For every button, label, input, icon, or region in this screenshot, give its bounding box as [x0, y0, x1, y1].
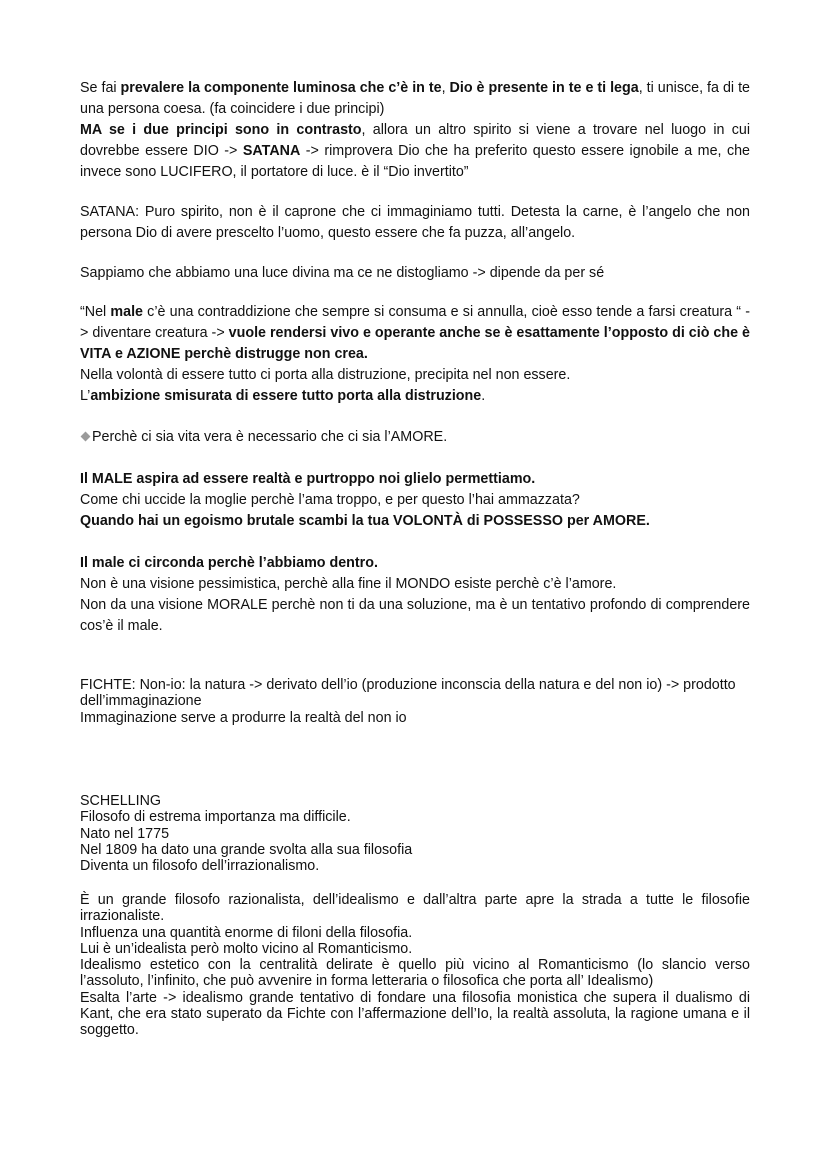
text-line: È un grande filosofo razionalista, dell’idealismo e dall’altra parte apre la strada a tutte le filosofie irrazionaliste. [80, 892, 750, 925]
paragraph-schelling [80, 793, 750, 874]
text-line: Nella volontà di essere tutto ci porta alla distruzione, precipita nel non essere. [80, 367, 571, 383]
paragraph-amore [80, 427, 750, 448]
text-line: Quando hai un egoismo brutale scambi la tua VOLONTÀ di POSSESSO per AMORE. [80, 513, 650, 529]
text-line: Nato nel 1775 [80, 825, 170, 842]
paragraph-satana [80, 202, 750, 244]
text-line: FICHTE: Non-io: la natura -> derivato dell’io (produzione inconscia della natura e del non io) -> prodotto dell’immaginazione [80, 677, 736, 710]
paragraph-male-contraddizione [80, 302, 750, 407]
paragraph-male-realta [80, 469, 750, 532]
paragraph-fichte [80, 677, 750, 726]
text-line: Diventa un filosofo dell’irrazionalismo. [80, 858, 320, 875]
text-line: Perchè ci sia vita vera è necessario che ci sia l’AMORE. [80, 427, 750, 448]
text-line: SATANA: Puro spirito, non è il caprone che ci immaginiamo tutti. Detesta la carne, è l’angelo che non persona Dio di avere prescelto l’uomo, questo essere che fa puzza, all’angelo. [80, 204, 750, 241]
text-line: Immaginazione serve a produrre la realtà del non io [80, 709, 407, 726]
text-line: Non da una visione MORALE perchè non ti da una soluzione, ma è un tentativo profondo di comprendere cos’è il male. [80, 597, 750, 634]
paragraph-schelling-idealismo [80, 892, 750, 1039]
section-title: SCHELLING [80, 793, 162, 809]
paragraph-male-dentro [80, 553, 750, 637]
text-line: Nel 1809 ha dato una grande svolta alla sua filosofia [80, 841, 413, 858]
text-line: Se fai prevalere la componente luminosa che c’è in te, Dio è presente in te e ti lega, ti unisce, fa di te una persona coesa. (fa coincidere i due principi) [80, 80, 750, 117]
text-line: Non è una visione pessimistica, perchè alla fine il MONDO esiste perchè c’è l’amore. [80, 576, 617, 592]
text-line: “Nel male c’è una contraddizione che sempre si consuma e si annulla, cioè esso tende a farsi creatura “ -> diventare creatura -> vuole rendersi vivo e operante anche se è esattamente l’opposto di ciò che è VITA e AZIONE perchè distrugge non crea. [80, 304, 751, 362]
text-line: Il male ci circonda perchè l’abbiamo dentro. [80, 555, 378, 571]
text-line: Sappiamo che abbiamo una luce divina ma ce ne distogliamo -> dipende da per sé [80, 265, 605, 281]
text-line: Come chi uccide la moglie perchè l’ama troppo, e per questo l’hai ammazzata? [80, 492, 580, 508]
diamond-bullet-icon [81, 432, 91, 442]
text-line: Lui è un’idealista però molto vicino al Romanticismo. [80, 940, 413, 957]
text-line: Il MALE aspira ad essere realtà e purtroppo noi glielo permettiamo. [80, 471, 536, 487]
text-line: MA se i due principi sono in contrasto, allora un altro spirito si viene a trovare nel luogo in cui dovrebbe essere DIO -> SATANA -> rimprovera Dio che ha preferito questo essere ignobile a me, che invece sono LUCIFERO, il portatore di luce. è il “Dio invertito” [80, 122, 750, 180]
text-line: Filosofo di estrema importanza ma difficile. [80, 809, 351, 826]
paragraph-luce-divina [80, 263, 750, 284]
text-line: L’ambizione smisurata di essere tutto porta alla distruzione. [80, 388, 486, 404]
text-line: Esalta l’arte -> idealismo grande tentativo di fondare una filosofia monistica che supera il dualismo di Kant, che era stato superato da Fichte con l’affermazione dell’Io, la realtà assoluta, la ragione umana e il soggetto. [80, 989, 750, 1039]
paragraph-dio-satana [80, 78, 750, 183]
text-line: Idealismo estetico con la centralità delirate è quello più vicino al Romanticismo (lo slancio verso l’assoluto, l’infinito, che può avvenire in forma letteraria o filosofica che porta all’ Idealismo) [80, 957, 750, 990]
text-line: Influenza una quantità enorme di filoni della filosofia. [80, 924, 413, 941]
